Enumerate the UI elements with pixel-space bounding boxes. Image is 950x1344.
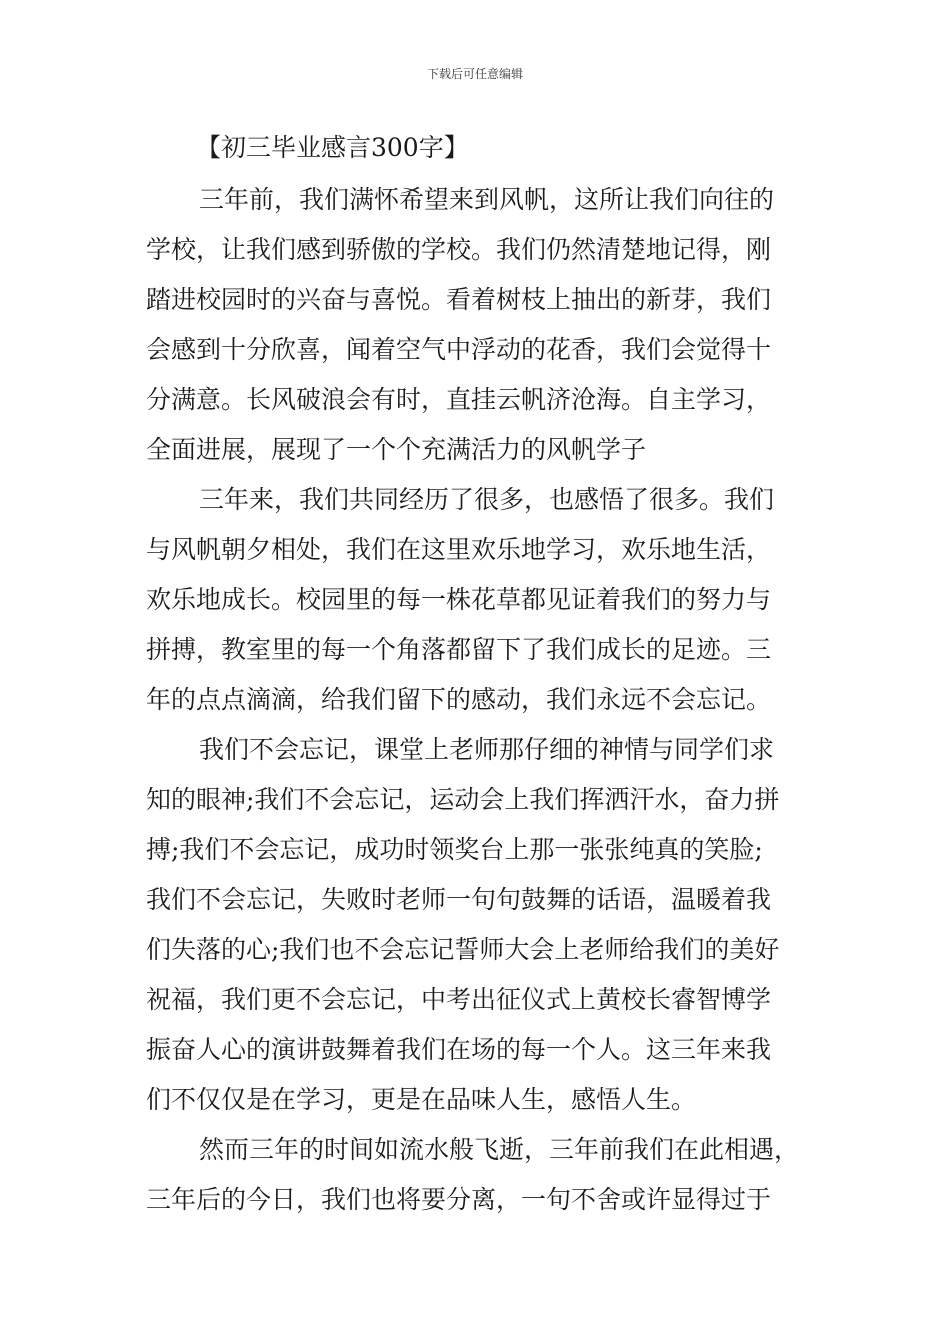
document-title: 【初三毕业感言300字】 <box>196 133 469 162</box>
paragraph-line: 分满意。长风破浪会有时，直挂云帆济沧海。自主学习， <box>146 385 772 414</box>
paragraph-3 <box>146 725 816 1125</box>
paragraph-line: 学校，让我们感到骄傲的学校。我们仍然清楚地记得，刚 <box>146 235 772 264</box>
paragraph-line: 我们不会忘记，课堂上老师那仔细的神情与同学们求 <box>199 735 775 764</box>
paragraph-4 <box>146 1125 816 1225</box>
paragraph-line: 们不仅仅是在学习，更是在品味人生，感悟人生。 <box>146 1085 697 1114</box>
paragraph-line: 们失落的心;我们也不会忘记誓师大会上老师给我们的美好 <box>146 935 780 964</box>
paragraph-line: 欢乐地成长。校园里的每一株花草都见证着我们的努力与 <box>146 585 772 614</box>
paragraph-line: 三年后的今日，我们也将要分离，一句不舍或许显得过于 <box>146 1185 772 1214</box>
paragraph-line: 全面进展，展现了一个个充满活力的风帆学子 <box>146 435 647 464</box>
paragraph-1 <box>146 175 816 475</box>
paragraph-line: 会感到十分欣喜，闻着空气中浮动的花香，我们会觉得十 <box>146 335 772 364</box>
paragraph-2 <box>146 475 816 725</box>
header-note: 下载后可任意编辑 <box>426 67 523 81</box>
paragraph-line: 踏进校园时的兴奋与喜悦。看着树枝上抽出的新芽，我们 <box>146 285 772 314</box>
paragraph-line: 搏;我们不会忘记，成功时领奖台上那一张张纯真的笑脸; <box>146 835 763 864</box>
paragraph-line: 拼搏，教室里的每一个角落都留下了我们成长的足迹。三 <box>146 635 772 664</box>
paragraph-line: 年的点点滴滴，给我们留下的感动，我们永远不会忘记。 <box>146 685 772 714</box>
paragraph-line: 我们不会忘记，失败时老师一句句鼓舞的话语，温暖着我 <box>146 885 772 914</box>
paragraph-line: 与风帆朝夕相处，我们在这里欢乐地学习，欢乐地生活， <box>146 535 772 564</box>
paragraph-line: 振奋人心的演讲鼓舞着我们在场的每一个人。这三年来我 <box>146 1035 772 1064</box>
paragraph-line: 知的眼神;我们不会忘记，运动会上我们挥洒汗水，奋力拼 <box>146 785 780 814</box>
paragraph-line: 三年来，我们共同经历了很多，也感悟了很多。我们 <box>199 485 775 514</box>
paragraph-line: 祝福，我们更不会忘记，中考出征仪式上黄校长睿智博学 <box>146 985 772 1014</box>
paragraph-line: 然而三年的时间如流水般飞逝，三年前我们在此相遇， <box>199 1135 800 1164</box>
paragraph-line: 三年前，我们满怀希望来到风帆，这所让我们向往的 <box>199 185 775 214</box>
